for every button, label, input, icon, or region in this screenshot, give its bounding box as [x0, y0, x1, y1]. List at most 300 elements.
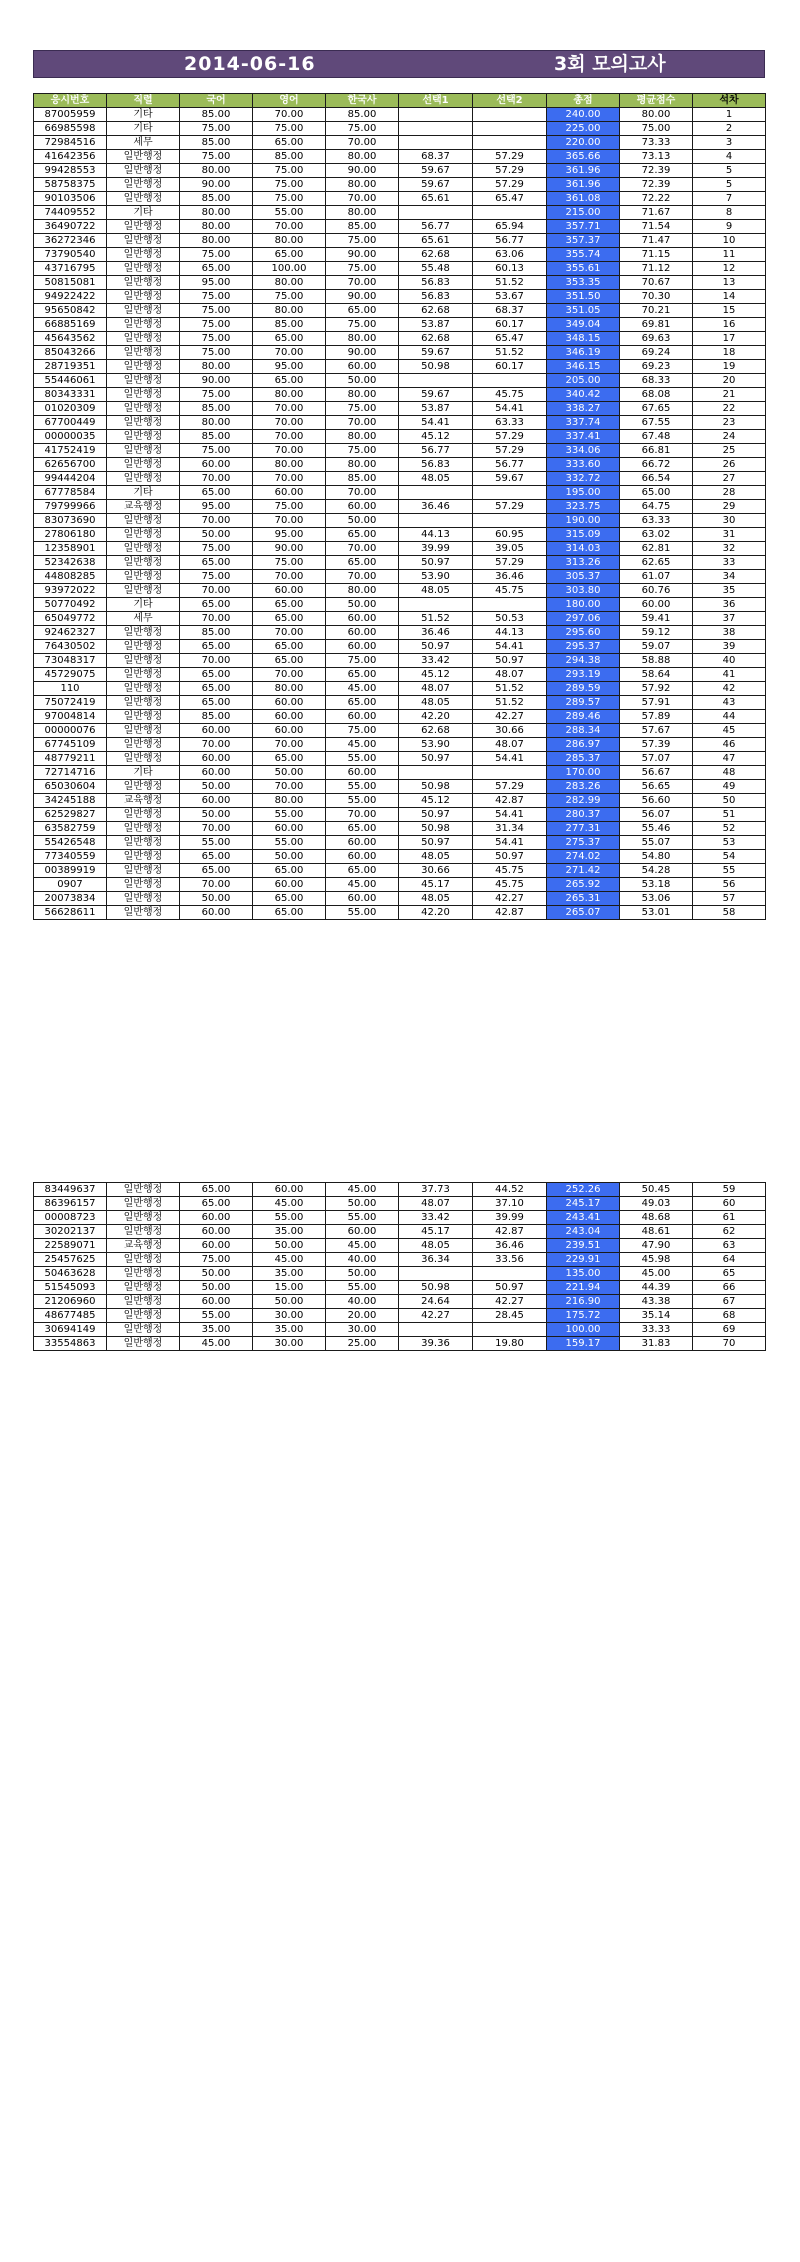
table-cell: 29 — [693, 500, 766, 514]
table-cell: 55.00 — [253, 1211, 326, 1225]
table-cell: 62.81 — [620, 542, 693, 556]
table-cell: 70.00 — [253, 416, 326, 430]
exam-date: 2014-06-16 — [184, 53, 316, 75]
table-cell: 37 — [693, 612, 766, 626]
table-cell: 60.00 — [180, 1295, 253, 1309]
table-cell: 9 — [693, 220, 766, 234]
table-cell: 33.56 — [473, 1253, 547, 1267]
table-cell: 57.29 — [473, 780, 547, 794]
table-cell: 일반행정 — [107, 808, 180, 822]
table-cell: 30.66 — [473, 724, 547, 738]
total-cell: 289.57 — [547, 696, 620, 710]
table-cell: 60.00 — [253, 724, 326, 738]
table-cell: 65.00 — [253, 864, 326, 878]
table-cell: 일반행정 — [107, 1253, 180, 1267]
table-cell: 60.00 — [253, 486, 326, 500]
table-cell: 65.00 — [253, 906, 326, 920]
table-cell: 83073690 — [34, 514, 107, 528]
table-cell: 80.00 — [180, 234, 253, 248]
table-cell: 65.00 — [620, 486, 693, 500]
table-cell: 28.45 — [473, 1309, 547, 1323]
table-cell: 85.00 — [180, 626, 253, 640]
table-cell: 일반행정 — [107, 444, 180, 458]
table-cell: 50.98 — [399, 360, 473, 374]
table-cell: 54.41 — [473, 808, 547, 822]
table-cell: 55.46 — [620, 822, 693, 836]
table-cell: 35.00 — [253, 1225, 326, 1239]
table-cell: 60.00 — [253, 696, 326, 710]
table-cell: 70.00 — [253, 430, 326, 444]
total-cell: 271.42 — [547, 864, 620, 878]
table-cell — [399, 514, 473, 528]
table-cell: 75.00 — [326, 234, 399, 248]
table-cell: 일반행정 — [107, 472, 180, 486]
table-cell: 57.29 — [473, 500, 547, 514]
table-cell: 69.23 — [620, 360, 693, 374]
table-cell: 45.12 — [399, 430, 473, 444]
table-cell: 54.80 — [620, 850, 693, 864]
table-row — [34, 766, 766, 780]
table-cell: 12 — [693, 262, 766, 276]
table-cell: 80.00 — [253, 682, 326, 696]
table-cell: 65.00 — [180, 486, 253, 500]
table-cell: 57.29 — [473, 430, 547, 444]
table-cell: 24.64 — [399, 1295, 473, 1309]
table-cell: 50.97 — [399, 752, 473, 766]
table-cell: 일반행정 — [107, 416, 180, 430]
table-cell: 일반행정 — [107, 234, 180, 248]
table-cell: 53.18 — [620, 878, 693, 892]
table-cell: 50.97 — [473, 1281, 547, 1295]
table-cell: 60.00 — [180, 1239, 253, 1253]
table-cell: 45.00 — [326, 1239, 399, 1253]
table-cell: 일반행정 — [107, 570, 180, 584]
table-cell: 75.00 — [180, 290, 253, 304]
table-cell: 47 — [693, 752, 766, 766]
table-row — [34, 794, 766, 808]
table-cell: 일반행정 — [107, 738, 180, 752]
table-cell: 70.00 — [253, 780, 326, 794]
table-cell: 70.00 — [180, 584, 253, 598]
table-cell: 55426548 — [34, 836, 107, 850]
table-cell: 75.00 — [180, 304, 253, 318]
table-cell: 50.97 — [399, 556, 473, 570]
table-cell: 44.13 — [399, 528, 473, 542]
table-cell: 50.00 — [253, 1295, 326, 1309]
table-cell: 70.00 — [180, 612, 253, 626]
table-cell: 99428553 — [34, 164, 107, 178]
table-cell: 65.00 — [253, 374, 326, 388]
table-cell: 8 — [693, 206, 766, 220]
table-cell: 62 — [693, 1225, 766, 1239]
table-cell: 일반행정 — [107, 640, 180, 654]
table-cell: 67.55 — [620, 416, 693, 430]
table-cell: 45.98 — [620, 1253, 693, 1267]
table-cell: 65.61 — [399, 234, 473, 248]
table-cell: 76430502 — [34, 640, 107, 654]
table-cell: 50.00 — [326, 1267, 399, 1281]
total-cell: 351.05 — [547, 304, 620, 318]
table-row — [34, 1295, 766, 1309]
table-cell: 55.00 — [326, 1281, 399, 1295]
table-cell: 교육행정 — [107, 500, 180, 514]
total-cell: 294.38 — [547, 654, 620, 668]
table-cell: 85.00 — [180, 108, 253, 122]
table-cell: 일반행정 — [107, 430, 180, 444]
table-cell: 50.00 — [326, 514, 399, 528]
table-cell: 49.03 — [620, 1197, 693, 1211]
table-cell — [399, 486, 473, 500]
table-cell: 56 — [693, 878, 766, 892]
table-cell: 57.29 — [473, 444, 547, 458]
table-cell: 72.39 — [620, 164, 693, 178]
table-cell: 75.00 — [326, 402, 399, 416]
table-cell: 일반행정 — [107, 262, 180, 276]
table-cell: 일반행정 — [107, 906, 180, 920]
table-cell: 51.52 — [473, 682, 547, 696]
table-cell: 70.00 — [326, 192, 399, 206]
table-cell: 73048317 — [34, 654, 107, 668]
table-cell: 60.00 — [180, 724, 253, 738]
table-cell: 70.00 — [326, 416, 399, 430]
total-cell: 205.00 — [547, 374, 620, 388]
table-row — [34, 612, 766, 626]
total-cell: 285.37 — [547, 752, 620, 766]
table-cell: 36.46 — [473, 570, 547, 584]
table-cell: 85.00 — [326, 472, 399, 486]
table-cell: 33554863 — [34, 1337, 107, 1351]
table-cell: 48.05 — [399, 696, 473, 710]
table-cell: 57 — [693, 892, 766, 906]
total-cell: 277.31 — [547, 822, 620, 836]
table-cell: 55.00 — [326, 794, 399, 808]
total-cell: 100.00 — [547, 1323, 620, 1337]
table-cell: 90.00 — [253, 542, 326, 556]
total-cell: 289.46 — [547, 710, 620, 724]
table-cell: 51 — [693, 808, 766, 822]
table-cell: 80343331 — [34, 388, 107, 402]
table-cell: 일반행정 — [107, 332, 180, 346]
total-cell: 337.41 — [547, 430, 620, 444]
table-cell: 일반행정 — [107, 836, 180, 850]
table-cell: 21206960 — [34, 1295, 107, 1309]
table-cell: 44 — [693, 710, 766, 724]
table-cell — [399, 766, 473, 780]
table-cell: 70.00 — [253, 570, 326, 584]
table-cell: 50.00 — [326, 1197, 399, 1211]
table-cell: 55.00 — [253, 808, 326, 822]
total-cell: 338.27 — [547, 402, 620, 416]
table-cell: 39 — [693, 640, 766, 654]
table-cell: 59.41 — [620, 612, 693, 626]
table-cell: 85.00 — [253, 318, 326, 332]
table-cell: 50.97 — [399, 640, 473, 654]
table-cell: 70.00 — [180, 738, 253, 752]
table-row — [34, 318, 766, 332]
table-row — [34, 724, 766, 738]
table-cell: 45.00 — [326, 738, 399, 752]
table-cell — [473, 122, 547, 136]
table-cell: 일반행정 — [107, 318, 180, 332]
table-row — [34, 696, 766, 710]
table-cell: 44.39 — [620, 1281, 693, 1295]
table-cell: 71.47 — [620, 234, 693, 248]
table-cell: 87005959 — [34, 108, 107, 122]
table-cell: 65.00 — [180, 682, 253, 696]
table-cell: 54.28 — [620, 864, 693, 878]
table-cell: 교육행정 — [107, 794, 180, 808]
table-cell: 43716795 — [34, 262, 107, 276]
table-row — [34, 668, 766, 682]
table-cell: 56628611 — [34, 906, 107, 920]
total-cell: 323.75 — [547, 500, 620, 514]
table-cell: 70.21 — [620, 304, 693, 318]
table-cell: 65.00 — [180, 850, 253, 864]
table-cell: 56.83 — [399, 458, 473, 472]
table-cell: 62.68 — [399, 304, 473, 318]
table-row — [34, 164, 766, 178]
table-cell: 59.67 — [473, 472, 547, 486]
table-cell: 63.33 — [620, 514, 693, 528]
table-cell: 90.00 — [326, 164, 399, 178]
table-cell: 30 — [693, 514, 766, 528]
table-cell: 75.00 — [326, 262, 399, 276]
table-cell: 35.14 — [620, 1309, 693, 1323]
table-cell: 50.98 — [399, 822, 473, 836]
table-cell: 일반행정 — [107, 668, 180, 682]
table-cell: 75.00 — [326, 318, 399, 332]
table-cell: 95650842 — [34, 304, 107, 318]
table-cell — [473, 1323, 547, 1337]
table-cell: 50.53 — [473, 612, 547, 626]
table-row — [34, 1197, 766, 1211]
table-cell: 80.00 — [253, 304, 326, 318]
table-cell: 60.00 — [326, 640, 399, 654]
table-cell: 48.07 — [473, 668, 547, 682]
table-cell: 60.00 — [180, 752, 253, 766]
table-cell: 53.87 — [399, 318, 473, 332]
column-header: 총점 — [547, 94, 620, 108]
table-cell: 80.00 — [326, 332, 399, 346]
table-cell: 70.00 — [326, 486, 399, 500]
table-cell: 59.67 — [399, 346, 473, 360]
table-row — [34, 1323, 766, 1337]
table-cell: 53.90 — [399, 738, 473, 752]
table-cell: 일반행정 — [107, 780, 180, 794]
table-cell: 55.00 — [326, 780, 399, 794]
table-cell: 56.77 — [473, 234, 547, 248]
table-cell: 70.00 — [326, 542, 399, 556]
table-cell: 72.22 — [620, 192, 693, 206]
table-cell: 31.34 — [473, 822, 547, 836]
table-cell: 40.00 — [326, 1295, 399, 1309]
table-cell: 일반행정 — [107, 584, 180, 598]
table-cell: 39.99 — [399, 542, 473, 556]
total-cell: 295.37 — [547, 640, 620, 654]
table-cell: 65.00 — [326, 304, 399, 318]
table-cell: 70.00 — [253, 220, 326, 234]
table-row — [34, 444, 766, 458]
table-cell: 15 — [693, 304, 766, 318]
table-row — [34, 514, 766, 528]
table-row — [34, 1281, 766, 1295]
table-cell: 42.87 — [473, 1225, 547, 1239]
table-cell: 50.97 — [473, 654, 547, 668]
table-cell: 75.00 — [326, 724, 399, 738]
total-cell: 245.17 — [547, 1197, 620, 1211]
table-cell: 69.24 — [620, 346, 693, 360]
table-cell: 65.00 — [180, 668, 253, 682]
table-row — [34, 416, 766, 430]
table-cell: 66.72 — [620, 458, 693, 472]
table-cell: 65.00 — [180, 262, 253, 276]
table-cell: 55.00 — [326, 1211, 399, 1225]
table-cell: 73790540 — [34, 248, 107, 262]
table-row — [34, 598, 766, 612]
table-cell: 33.42 — [399, 1211, 473, 1225]
table-cell: 일반행정 — [107, 542, 180, 556]
table-row — [34, 710, 766, 724]
table-cell: 72.39 — [620, 178, 693, 192]
table-cell: 55.00 — [253, 836, 326, 850]
total-cell: 243.04 — [547, 1225, 620, 1239]
table-cell: 65.00 — [180, 864, 253, 878]
table-cell: 45.00 — [326, 1183, 399, 1197]
table-cell: 65.00 — [253, 332, 326, 346]
total-cell: 361.96 — [547, 178, 620, 192]
table-row — [34, 430, 766, 444]
table-cell: 75.00 — [326, 654, 399, 668]
table-cell: 93972022 — [34, 584, 107, 598]
total-cell: 216.90 — [547, 1295, 620, 1309]
total-cell: 361.96 — [547, 164, 620, 178]
table-cell: 65.00 — [180, 1183, 253, 1197]
table-cell: 55.07 — [620, 836, 693, 850]
table-cell: 일반행정 — [107, 346, 180, 360]
table-cell: 67 — [693, 1295, 766, 1309]
total-cell: 315.09 — [547, 528, 620, 542]
table-cell: 70.67 — [620, 276, 693, 290]
table-row — [34, 458, 766, 472]
table-cell: 45.12 — [399, 668, 473, 682]
table-cell: 65030604 — [34, 780, 107, 794]
table-cell: 40.00 — [326, 1253, 399, 1267]
table-cell: 65.00 — [180, 640, 253, 654]
table-cell: 16 — [693, 318, 766, 332]
table-cell: 45.00 — [253, 1197, 326, 1211]
table-cell: 25457625 — [34, 1253, 107, 1267]
total-cell: 239.51 — [547, 1239, 620, 1253]
table-cell — [473, 374, 547, 388]
table-cell: 80.00 — [253, 388, 326, 402]
table-cell: 30202137 — [34, 1225, 107, 1239]
table-cell: 42 — [693, 682, 766, 696]
table-cell: 기타 — [107, 766, 180, 780]
table-cell: 75.00 — [180, 346, 253, 360]
table-cell: 86396157 — [34, 1197, 107, 1211]
table-cell: 53.01 — [620, 906, 693, 920]
table-cell: 36272346 — [34, 234, 107, 248]
table-cell: 50.00 — [326, 374, 399, 388]
table-cell: 63.33 — [473, 416, 547, 430]
table-cell: 75.00 — [253, 556, 326, 570]
table-cell: 59.12 — [620, 626, 693, 640]
table-cell — [473, 108, 547, 122]
table-cell: 48.05 — [399, 1239, 473, 1253]
table-cell: 70.30 — [620, 290, 693, 304]
table-cell: 일반행정 — [107, 696, 180, 710]
table-cell: 70.00 — [326, 570, 399, 584]
table-cell: 71.54 — [620, 220, 693, 234]
table-cell: 66 — [693, 1281, 766, 1295]
table-cell: 45643562 — [34, 332, 107, 346]
table-cell: 80.00 — [326, 206, 399, 220]
table-row — [34, 1253, 766, 1267]
table-cell: 36.46 — [399, 500, 473, 514]
table-cell: 51.52 — [473, 346, 547, 360]
table-cell: 57.29 — [473, 150, 547, 164]
table-cell: 80.00 — [326, 430, 399, 444]
table-cell: 일반행정 — [107, 1309, 180, 1323]
table-cell: 75.00 — [180, 332, 253, 346]
table-cell: 45 — [693, 724, 766, 738]
table-cell: 80.00 — [180, 206, 253, 220]
table-cell: 28 — [693, 486, 766, 500]
table-cell: 65.94 — [473, 220, 547, 234]
table-cell: 75.00 — [253, 500, 326, 514]
table-cell: 61 — [693, 1211, 766, 1225]
table-cell: 95.00 — [180, 500, 253, 514]
table-cell: 72714716 — [34, 766, 107, 780]
total-cell: 332.72 — [547, 472, 620, 486]
table-cell: 60.00 — [253, 878, 326, 892]
table-cell: 65.00 — [326, 528, 399, 542]
table-cell: 57.29 — [473, 164, 547, 178]
table-cell: 100.00 — [253, 262, 326, 276]
header-row — [34, 94, 766, 108]
table-cell: 71.67 — [620, 206, 693, 220]
total-cell: 283.26 — [547, 780, 620, 794]
table-row — [34, 402, 766, 416]
table-cell: 30.00 — [326, 1323, 399, 1337]
table-cell: 35 — [693, 584, 766, 598]
table-cell: 75.00 — [253, 290, 326, 304]
table-cell: 95.00 — [253, 528, 326, 542]
table-cell: 19 — [693, 360, 766, 374]
total-cell: 361.08 — [547, 192, 620, 206]
table-cell: 70.00 — [180, 514, 253, 528]
table-cell — [473, 486, 547, 500]
table-row — [34, 192, 766, 206]
table-cell: 30.00 — [253, 1309, 326, 1323]
total-cell: 190.00 — [547, 514, 620, 528]
table-cell: 일반행정 — [107, 682, 180, 696]
table-row — [34, 570, 766, 584]
table-cell: 10 — [693, 234, 766, 248]
table-cell: 36 — [693, 598, 766, 612]
table-cell: 54.41 — [473, 640, 547, 654]
table-cell: 일반행정 — [107, 1323, 180, 1337]
table-cell: 85043266 — [34, 346, 107, 360]
table-cell: 70.00 — [253, 668, 326, 682]
table-cell: 일반행정 — [107, 710, 180, 724]
table-cell: 48.05 — [399, 892, 473, 906]
table-cell: 일반행정 — [107, 752, 180, 766]
table-cell: 80.00 — [180, 220, 253, 234]
table-cell: 75.00 — [180, 444, 253, 458]
table-cell: 80.00 — [180, 164, 253, 178]
table-cell: 44808285 — [34, 570, 107, 584]
